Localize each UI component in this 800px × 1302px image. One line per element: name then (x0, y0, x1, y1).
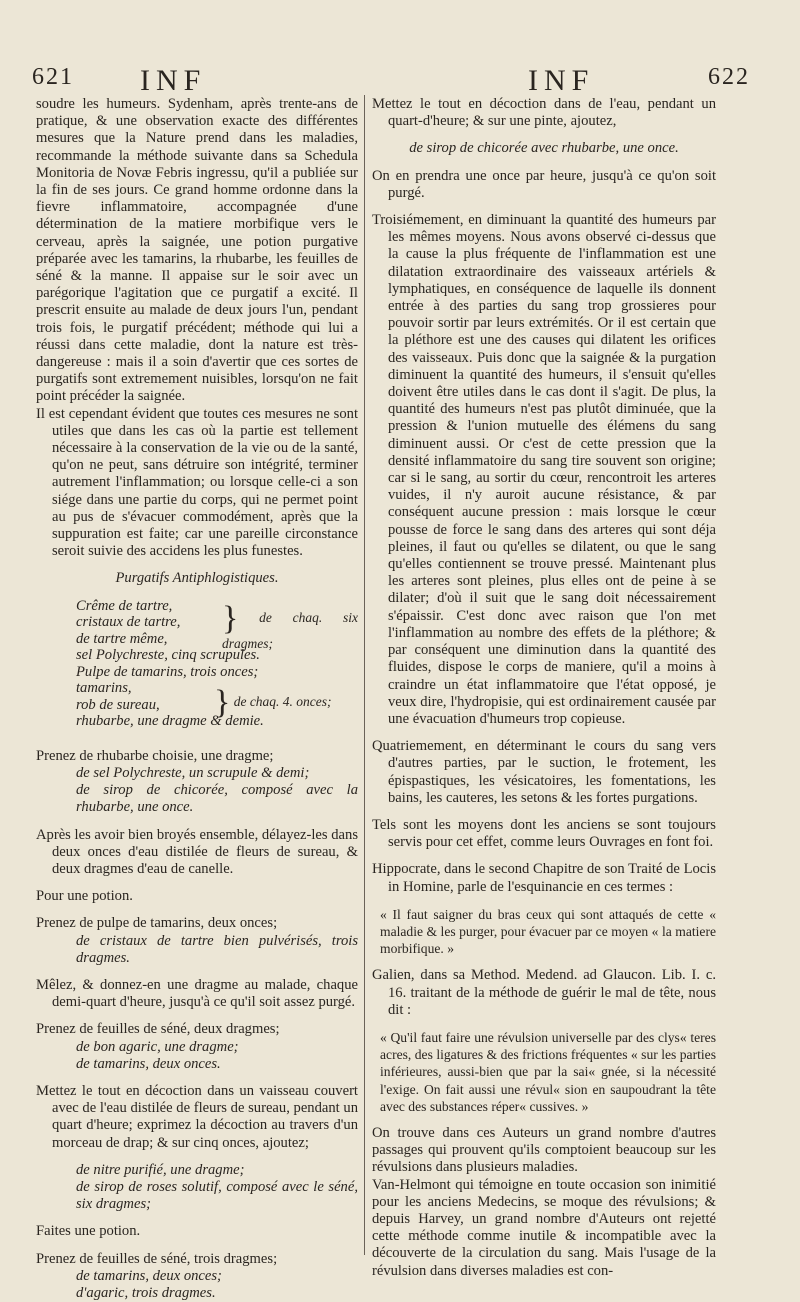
brace-glyph: } (214, 683, 231, 721)
rx-line: de bon agaric, une dragme; (76, 1038, 239, 1055)
rx-line: Prenez de feuilles de séné, deux dragmes; (36, 1021, 280, 1038)
rx-line: de sel Polychreste, un scrupule & demi; (76, 764, 310, 781)
prescription (36, 1162, 358, 1214)
right-running-title: INF (528, 64, 595, 97)
formula-list (36, 598, 358, 748)
brace-glyph: } (222, 599, 239, 637)
prescription (36, 915, 358, 967)
quantity-label: de chaq. 4. onces; (233, 693, 332, 709)
rx-line: d'agaric, trois dragmes. (76, 1284, 216, 1301)
right-page-number: 622 (708, 64, 750, 90)
left-page-number: 621 (32, 64, 74, 90)
column-divider (364, 95, 365, 1255)
prescription (36, 748, 358, 817)
right-column (372, 96, 716, 1280)
paragraph: Troisiémement, en diminuant la quantité des humeurs par les mêmes moyens. Nous avons observé ci-dessus que la cause la plus fréquente de l'inflammation est une dilatation extraordinaire des vaisseaux artériels & lymphatiques, en conséquence de laquelle ils donnent entrée à des parties du sang trop grossieres pour pouvoir sortir par leurs extrémités. Or il est certain que la pléthore est une des causes qui dilatent les orifices des vaisseaux. Puis donc que la saignée & la purgation diminuent la quantité des humeurs, il s'ensuit qu'elles doivent être utiles dans le cas dont il s'agit. De plus, la quantité des humeurs n'est pas plutôt diminuée, que la pression & l'union mutuelle des élémens du sang diminuent aussi. Or c'est de cette pression que la densité inflammatoire du sang tire souvent son origine; car si le sang, au sortir du cœur, rencontroit les arteres vuides, il n'y auroit aucune résistance, & par conséquent aucune pression : mais lorsque le cœur pousse de force le sang dans des arteres qui sont déja pleines, il faut ou qu'elles se dilatent, ou que le sang qu'elles contiennent se trouve pressé. Maintenant plus les arteres sont pleines, plus elles ont de peine à se dilater; d'où il suit que le sang doit nécessairement s'épaissir. C'est donc avec raison que l'on met l'inflammation au nombre des effets de la pléthore; & par conséquent une diminution dans la quantité des fluides, dispose le corps de maniere, qu'il a moins à craindre un état inflammatoire que l'état opposé, je veux dire, l'hydropisie, qui est ordinairement causée par une évacuation d'humeurs trop copieuse. (372, 212, 716, 727)
rx-line: de tamarins, deux onces; (76, 1267, 222, 1284)
paragraph: Hippocrate, dans le second Chapitre de son Traité de Locis in Homine, parle de l'esquinancie en ces termes : (372, 861, 716, 895)
paragraph: soudre les humeurs. Sydenham, après trente-ans de pratique, & une observation exacte des différentes mesures que la Nature prend dans les maladies, recommande la méthode suivante dans sa Schedula Monitoria de Novæ Febris ingressu, qu'il a publiée sur la fin de ses jours. Ce grand homme ordonne dans la fievre inflammatoire, accompagnée d'une détermination de la matiere morbifique vers le cerveau, après la saignée, une potion purgative préparée avec les tamarins, la rhubarbe, les feuilles de séné & la manne. Il appaise sur le soir avec un parégorique l'agitation que ce purgatif a excité. Il prescrit ensuite au malade de deux jours l'un, pendant trois fois, le purgatif précédent; méthode qui lui a réussi dans cette maladie, dont la nature est très-dangereuse : mais il a soin d'avertir que ces sortes de purgatifs sont extremement nuisibles, lorsqu'on ne fait point précéder la saignée. (36, 96, 358, 405)
paragraph: Tels sont les moyens dont les anciens se sont toujours servis pour cet effet, comme leurs Ouvrages en font foi. (372, 816, 716, 851)
paragraph: Après les avoir bien broyés ensemble, délayez-les dans deux onces d'eau distilée de fleurs de sureau, & deux dragmes d'eau de canelle. (36, 826, 358, 877)
paragraph: On trouve dans ces Auteurs un grand nombre d'autres passages qui prouvent qu'ils comptoient beaucoup sur les révulsions dans plusieurs maladies. (372, 1124, 716, 1176)
formula-line: de tartre même, (76, 630, 168, 647)
paragraph: Van-Helmont qui témoigne en toute occasion son inimitié pour les anciens Medecins, se moque des révulsions; & depuis Harvey, un grand nombre d'Auteurs ont rejetté cette méthode comme inutile & incompatible avec la découverte de la circulation du sang. Mais l'usage de la révulsion dans diverses maladies est con- (372, 1176, 716, 1279)
rx-line: de tamarins, deux onces. (76, 1055, 221, 1072)
formula-line: rhubarbe, une dragme & demie. (76, 713, 264, 730)
paragraph: Mêlez, & donnez-en une dragme au malade, chaque demi-quart d'heure, jusqu'à ce qu'il soit assez purgé. (36, 976, 358, 1011)
paragraph: Faites une potion. (36, 1223, 141, 1240)
quantity-group (214, 683, 332, 721)
quotation: « Qu'il faut faire une révulsion universelle par des clys« teres acres, des ligatures & des frictions fréquentes « sur les parties inférieures, aussi-bien que par la sai« gnée, si la nécessité l'exige. On fait aussi une révul« sion en saupoudrant la tête avec des substances réper« cussives. » (380, 1029, 716, 1114)
rx-line: de sirop de roses solutif, composé avec le séné, six dragmes; (76, 1178, 358, 1213)
paragraph: Quatriemement, en déterminant le cours du sang vers d'autres parties, par le suction, le frotement, les épispastiques, les vésicatoires, les fomentations, les bains, les cauteres, les setons & les fortes purgations. (372, 738, 716, 806)
paragraph: On en prendra une once par heure, jusqu'à ce qu'on soit purgé. (372, 167, 716, 201)
rx-line: Prenez de pulpe de tamarins, deux onces; (36, 915, 278, 932)
formula-line: cristaux de tartre, (76, 614, 181, 631)
rx-line: Prenez de rhubarbe choisie, une dragme; (36, 747, 274, 764)
section-heading: Purgatifs Antiphlogistiques. (115, 570, 279, 587)
rx-line: de nitre purifié, une dragme; (76, 1161, 245, 1178)
left-column (36, 96, 358, 1302)
rx-line: de sirop de chicorée avec rhubarbe, une once. (409, 140, 679, 157)
prescription (36, 1251, 358, 1302)
formula-line: Crême de tartre, (76, 597, 173, 614)
formula-line: Pulpe de tamarins, trois onces; (76, 663, 259, 680)
paragraph: Mettez le tout en décoction dans de l'eau, pendant un quart-d'heure; & sur une pinte, ajoutez, (372, 96, 716, 130)
paragraph: Pour une potion. (36, 888, 133, 905)
paragraph: Mettez le tout en décoction dans un vaisseau couvert avec de l'eau distilée de fleurs de sureau, pendant un quart d'heure; exprimez la décoction au travers d'un morceau de drap; & sur cinq onces, ajoutez; (36, 1082, 358, 1151)
paragraph: Galien, dans sa Method. Medend. ad Glaucon. Lib. I. c. 16. traitant de la méthode de guérir le mal de tête, nous dit : (372, 967, 716, 1018)
rx-line: de sirop de chicorée, composé avec la rhubarbe, une once. (76, 782, 358, 816)
formula-line: rob de sureau, (76, 696, 160, 713)
left-running-title: INF (140, 64, 207, 97)
formula-line: tamarins, (76, 680, 132, 697)
formula-line: sel Polychreste, cinq scrupules. (76, 647, 260, 664)
quantity-label: de chaq. six dragmes; (222, 609, 359, 651)
paragraph: Il est cependant évident que toutes ces mesures ne sont utiles que dans les cas où la partie est tellement nécessaire à la conservation de la vie ou de la santé, qu'on ne peut, sans détruire son intégrité, terminer autrement l'inflammation; ou lorsque celle-ci a son siége dans une partie du corps, qui ne permet point au pus de s'évacuer commodément, après que la suppuration est faite; car une pareille circonstance seroit suivie des accidens les plus funestes. (36, 405, 358, 560)
quotation: « Il faut saigner du bras ceux qui sont attaqués de cette « maladie & les purger, pour évacuer par ce moyen « la matiere morbifique. » (380, 906, 716, 957)
rx-line: Prenez de feuilles de séné, trois dragmes; (36, 1250, 278, 1267)
prescription (36, 1021, 358, 1073)
quantity-group (222, 599, 359, 653)
rx-line: de cristaux de tartre bien pulvérisés, trois dragmes. (76, 932, 358, 966)
